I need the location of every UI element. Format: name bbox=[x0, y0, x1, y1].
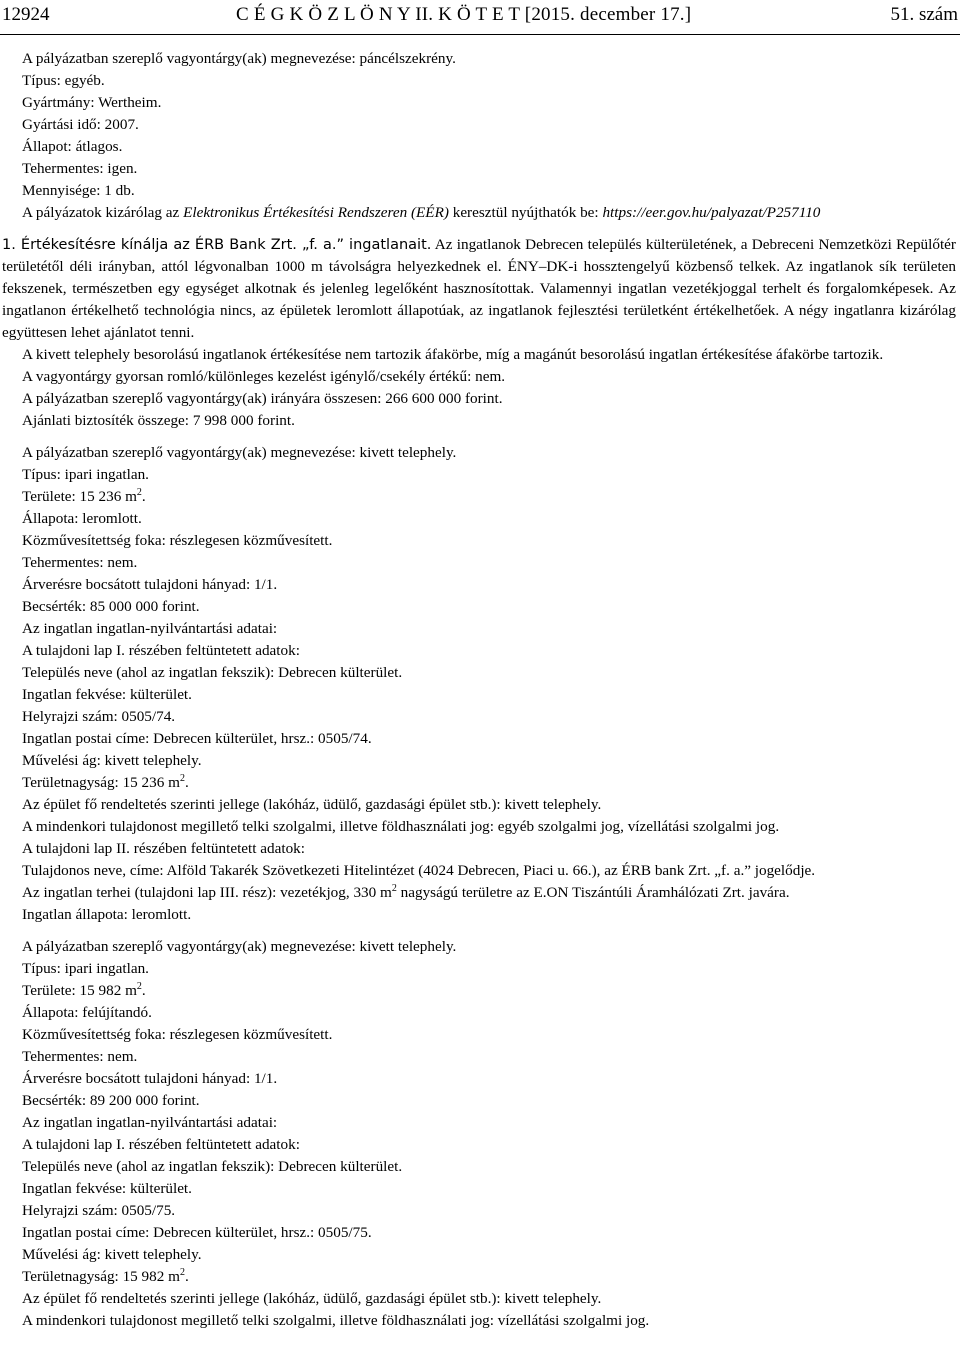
registry-part1: A tulajdoni lap I. részében feltüntetett adatok: bbox=[22, 1136, 300, 1153]
property-utilities: Közművesítettség foka: részlegesen közművesített. bbox=[22, 532, 333, 549]
item-1-heading: 1. Értékesítésre kínálja az ÉRB Bank Zrt. „f. a.” ingatlanait. bbox=[2, 237, 432, 253]
postal-address: Ingatlan postai címe: Debrecen külterület, hrsz.: 0505/75. bbox=[22, 1224, 372, 1241]
property-encumbrance: Tehermentes: nem. bbox=[22, 1048, 138, 1065]
submission-text: A pályázatok kizárólag az bbox=[22, 204, 184, 221]
land-size-sup: 2 bbox=[179, 1267, 185, 1278]
parcel-number: Helyrajzi szám: 0505/74. bbox=[22, 708, 176, 725]
land-size-text: Területnagyság: 15 236 m bbox=[22, 774, 180, 791]
land-size-sup: 2 bbox=[179, 773, 185, 784]
cultivation-branch: Művelési ág: kivett telephely. bbox=[22, 1246, 202, 1263]
land-size-text: Területnagyság: 15 982 m bbox=[22, 1268, 180, 1285]
property-burdens bbox=[2, 882, 956, 904]
registry-part2: A tulajdoni lap II. részében feltüntetett adatok: bbox=[22, 840, 305, 857]
land-size-period: . bbox=[184, 1268, 189, 1285]
registry-heading: Az ingatlan ingatlan-nyilvántartási adatai: bbox=[22, 620, 278, 637]
property-utilities: Közművesítettség foka: részlegesen közművesített. bbox=[22, 1026, 333, 1043]
item-1-vat-note: A kivett telephely besorolású ingatlanok értékesítése nem tartozik áfakörbe, míg a magánút besorolású ingatlan értékesítése áfakörbe tartozik. bbox=[22, 346, 884, 363]
journal-title: C É G K Ö Z L Ö N Y II. K Ö T E T [2015. december 17.] bbox=[236, 4, 692, 25]
property-location: Ingatlan fekvése: külterület. bbox=[22, 1180, 192, 1197]
page-header bbox=[0, 0, 960, 35]
burdens-sup: 2 bbox=[391, 883, 397, 894]
area-sup: 2 bbox=[136, 981, 142, 992]
settlement-name: Település neve (ahol az ingatlan fekszik): Debrecen külterület. bbox=[22, 664, 403, 681]
asset-condition: Állapot: átlagos. bbox=[22, 138, 123, 155]
land-size bbox=[2, 1266, 956, 1288]
safe-listing bbox=[2, 48, 956, 224]
land-size-period: . bbox=[184, 774, 189, 791]
bid-security: Ajánlati biztosíték összege: 7 998 000 forint. bbox=[22, 412, 295, 429]
registry-part1: A tulajdoni lap I. részében feltüntetett adatok: bbox=[22, 642, 300, 659]
page-content bbox=[2, 48, 956, 1332]
property-value: Becsérték: 85 000 000 forint. bbox=[22, 598, 200, 615]
item-1 bbox=[2, 234, 956, 432]
property-name: A pályázatban szereplő vagyontárgy(ak) megnevezése: kivett telephely. bbox=[22, 444, 457, 461]
burdens-text: Az ingatlan terhei (tulajdoni lap III. rész): vezetékjog, 330 m bbox=[22, 884, 392, 901]
property-location: Ingatlan fekvése: külterület. bbox=[22, 686, 192, 703]
area-sup: 2 bbox=[136, 487, 142, 498]
building-character: Az épület fő rendeltetés szerinti jellege (lakóház, üdülő, gazdasági épület stb.): kivett telephely. bbox=[22, 796, 602, 813]
easement-rights: A mindenkori tulajdonost megillető telki szolgalmi, illetve földhasználati jog: vízellátási szolgalmi jog. bbox=[22, 1312, 650, 1329]
item-1-description: Az ingatlanok Debrecen település külterületének, a Debreceni Nemzetközi Repülőtér területétől déli irányban, attól légvonalban 1000 m távolságra helyezkednek el. ÉNY–DK-i hossztengelyű közbenső telkek. Az ingatlanok sík területen fekszenek, természetben egy egységet alkotnak és jelenleg legelőként hasznosítottak. Valamennyi ingatlan vezetékjoggal terhelt és forgalomképesek. Az ingatlanon értékelhető technológia nincs, az épületek leromlott állapotúak, az ingatlanok fejlesztési területként értékelhetőek. A négy ingatlanra kizárólag együttesen lehet ajánlatot tenni. bbox=[2, 236, 956, 341]
perishable-note: A vagyontárgy gyorsan romló/különleges kezelést igénylő/csekély értékű: nem. bbox=[22, 368, 506, 385]
property-share: Árverésre bocsátott tulajdoni hányad: 1/1. bbox=[22, 576, 278, 593]
property-75 bbox=[2, 936, 956, 1332]
asset-year: Gyártási idő: 2007. bbox=[22, 116, 139, 133]
issue-number: 51. szám bbox=[890, 4, 958, 25]
page-number: 12924 bbox=[2, 4, 50, 25]
property-area bbox=[2, 980, 956, 1002]
property-type: Típus: ipari ingatlan. bbox=[22, 960, 149, 977]
property-74 bbox=[2, 442, 956, 926]
submission-note bbox=[2, 202, 956, 224]
parcel-number: Helyrajzi szám: 0505/75. bbox=[22, 1202, 176, 1219]
property-condition: Állapota: leromlott. bbox=[22, 510, 142, 527]
eer-system-name: Elektronikus Értékesítési Rendszeren (EÉR) bbox=[183, 204, 449, 221]
property-value: Becsérték: 89 200 000 forint. bbox=[22, 1092, 200, 1109]
total-price: A pályázatban szereplő vagyontárgy(ak) irányára összesen: 266 600 000 forint. bbox=[22, 390, 503, 407]
eer-link[interactable]: https://eer.gov.hu/palyazat/P257110 bbox=[602, 204, 821, 221]
cultivation-branch: Művelési ág: kivett telephely. bbox=[22, 752, 202, 769]
property-share: Árverésre bocsátott tulajdoni hányad: 1/1. bbox=[22, 1070, 278, 1087]
area-period: . bbox=[141, 488, 146, 505]
property-name: A pályázatban szereplő vagyontárgy(ak) megnevezése: kivett telephely. bbox=[22, 938, 457, 955]
postal-address: Ingatlan postai címe: Debrecen külterület, hrsz.: 0505/74. bbox=[22, 730, 372, 747]
area-period: . bbox=[141, 982, 146, 999]
asset-type: Típus: egyéb. bbox=[22, 72, 105, 89]
owner-info: Tulajdonos neve, címe: Alföld Takarék Szövetkezeti Hitelintézet (4024 Debrecen, Piaci u. 66.), az ÉRB bank Zrt. „f. a.” jogelődje. bbox=[22, 862, 816, 879]
settlement-name: Település neve (ahol az ingatlan fekszik): Debrecen külterület. bbox=[22, 1158, 403, 1175]
asset-quantity: Mennyisége: 1 db. bbox=[22, 182, 135, 199]
area-text: Területe: 15 236 m bbox=[22, 488, 137, 505]
registry-heading: Az ingatlan ingatlan-nyilvántartási adatai: bbox=[22, 1114, 278, 1131]
item-1-intro bbox=[2, 234, 956, 344]
asset-name: A pályázatban szereplő vagyontárgy(ak) megnevezése: páncélszekrény. bbox=[22, 50, 456, 67]
area-text: Területe: 15 982 m bbox=[22, 982, 137, 999]
property-type: Típus: ipari ingatlan. bbox=[22, 466, 149, 483]
easement-rights: A mindenkori tulajdonost megillető telki szolgalmi, illetve földhasználati jog: egyéb szolgalmi jog, vízellátási szolgalmi jog. bbox=[22, 818, 780, 835]
submission-text-2: keresztül nyújthatók be: bbox=[448, 204, 603, 221]
property-state: Ingatlan állapota: leromlott. bbox=[22, 906, 192, 923]
property-encumbrance: Tehermentes: nem. bbox=[22, 554, 138, 571]
building-character: Az épület fő rendeltetés szerinti jellege (lakóház, üdülő, gazdasági épület stb.): kivett telephely. bbox=[22, 1290, 602, 1307]
burdens-text-2: nagyságú területre az E.ON Tiszántúli Áramhálózati Zrt. javára. bbox=[396, 884, 790, 901]
asset-make: Gyártmány: Wertheim. bbox=[22, 94, 162, 111]
property-condition: Állapota: felújítandó. bbox=[22, 1004, 152, 1021]
property-area bbox=[2, 486, 956, 508]
land-size bbox=[2, 772, 956, 794]
asset-encumbrance: Tehermentes: igen. bbox=[22, 160, 138, 177]
